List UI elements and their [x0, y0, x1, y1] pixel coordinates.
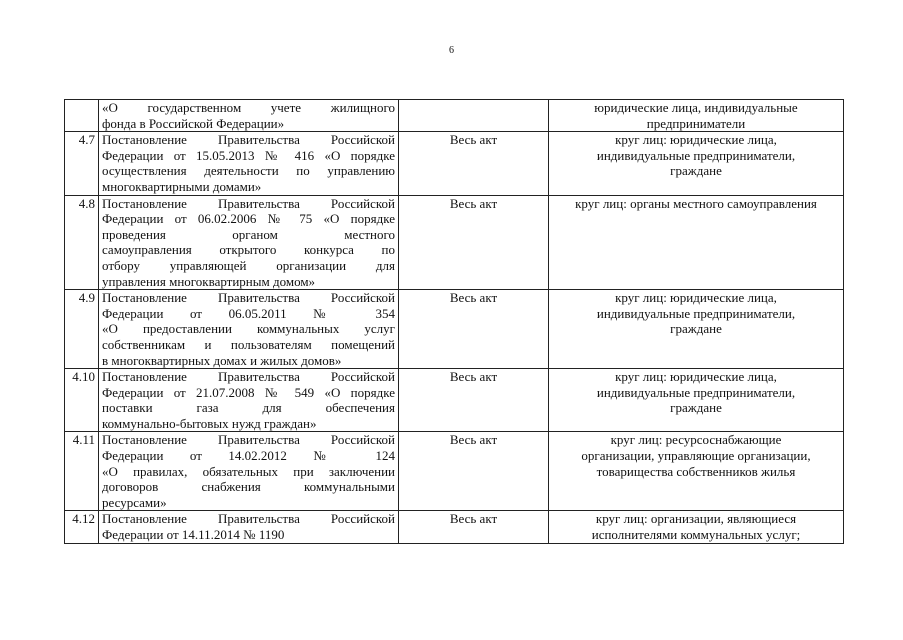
- table-row: [65, 100, 844, 132]
- act-name-line: Федерации от 21.07.2008 № 549 «О порядке: [102, 384, 395, 400]
- act-name-line: собственникам и пользователям помещений: [102, 336, 395, 352]
- affected-parties-cell: [549, 511, 844, 543]
- affected-parties-cell: [549, 100, 844, 132]
- affected-parties-line: товарищества собственников жилья: [596, 463, 796, 479]
- act-scope-cell: Весь акт: [399, 195, 549, 290]
- act-name-line: управления многоквартирным домом»: [102, 273, 316, 289]
- affected-parties-cell: [549, 195, 844, 290]
- affected-parties-line: круг лиц: органы местного самоуправления: [575, 195, 817, 211]
- act-name-line: в многоквартирных домах и жилых домов»: [102, 352, 342, 368]
- act-name-line: Постановление Правительства Российской: [102, 195, 395, 211]
- act-name-line: проведения органом местного: [102, 226, 395, 242]
- act-name-line: Постановление Правительства Российской: [102, 432, 395, 448]
- table-row: [65, 132, 844, 195]
- act-scope-cell: [399, 100, 549, 132]
- act-name-line: Федерации от 14.11.2014 № 1190: [102, 527, 285, 543]
- affected-parties-line: круг лиц: юридические лица,: [615, 132, 777, 148]
- table-row: [65, 195, 844, 290]
- act-scope-cell: Весь акт: [399, 511, 549, 543]
- row-number: 4.11: [65, 432, 99, 511]
- affected-parties-cell: [549, 132, 844, 195]
- act-name-line: ресурсами»: [102, 494, 167, 510]
- table-row: [65, 369, 844, 432]
- act-name-line: фонда в Российской Федерации»: [102, 115, 285, 131]
- affected-parties-line: организации, управляющие организации,: [581, 448, 811, 464]
- act-name-line: Постановление Правительства Российской: [102, 369, 395, 385]
- row-number: 4.12: [65, 511, 99, 543]
- act-name-cell: [99, 432, 399, 511]
- affected-parties-line: круг лиц: организации, являющиеся: [595, 511, 797, 527]
- act-name-line: коммунально-бытовых нужд граждан»: [102, 415, 317, 431]
- row-number: 4.7: [65, 132, 99, 195]
- affected-parties-line: исполнителями коммунальных услуг;: [591, 527, 801, 543]
- act-name-line: самоуправления открытого конкурса по: [102, 242, 395, 258]
- affected-parties-line: круг лиц: юридические лица,: [615, 369, 777, 385]
- act-name-line: Постановление Правительства Российской: [102, 511, 395, 527]
- act-name-line: Федерации от 14.02.2012 № 124: [102, 448, 395, 464]
- act-name-line: «О правилах, обязательных при заключении: [102, 463, 395, 479]
- act-name-line: «О государственном учете жилищного: [102, 100, 395, 115]
- act-name-line: Постановление Правительства Российской: [102, 290, 395, 306]
- page-number: 6: [449, 45, 454, 56]
- affected-parties-line: индивидуальные предприниматели,: [596, 384, 796, 400]
- act-name-line: осуществления деятельности по управлению: [102, 163, 395, 179]
- act-name-cell: [99, 100, 399, 132]
- act-name-line: Федерации от 15.05.2013 № 416 «О порядке: [102, 147, 395, 163]
- act-scope-cell: Весь акт: [399, 132, 549, 195]
- affected-parties-line: предприниматели: [646, 115, 746, 131]
- row-number: [65, 100, 99, 132]
- act-name-line: Постановление Правительства Российской: [102, 132, 395, 148]
- act-name-cell: [99, 132, 399, 195]
- table-row: [65, 511, 844, 543]
- affected-parties-cell: [549, 290, 844, 369]
- affected-parties-line: юридические лица, индивидуальные: [594, 100, 798, 115]
- act-name-line: поставки газа для обеспечения: [102, 400, 395, 416]
- act-scope-cell: Весь акт: [399, 369, 549, 432]
- affected-parties-cell: [549, 432, 844, 511]
- affected-parties-line: граждане: [670, 163, 722, 179]
- affected-parties-line: индивидуальные предприниматели,: [596, 305, 796, 321]
- act-name-line: многоквартирными домами»: [102, 178, 262, 194]
- row-number: 4.8: [65, 195, 99, 290]
- row-number: 4.10: [65, 369, 99, 432]
- table-row: [65, 432, 844, 511]
- affected-parties-line: граждане: [670, 321, 722, 337]
- act-name-line: договоров снабжения коммунальными: [102, 479, 395, 495]
- act-name-line: отбору управляющей организации для: [102, 257, 395, 273]
- affected-parties-line: круг лиц: юридические лица,: [615, 290, 777, 306]
- act-name-cell: [99, 369, 399, 432]
- regulatory-acts-table: [64, 99, 844, 544]
- table-body: [65, 100, 844, 544]
- act-name-cell: [99, 511, 399, 543]
- row-number: 4.9: [65, 290, 99, 369]
- act-name-cell: [99, 195, 399, 290]
- act-scope-cell: Весь акт: [399, 432, 549, 511]
- affected-parties-line: граждане: [670, 400, 722, 416]
- act-name-line: «О предоставлении коммунальных услуг: [102, 321, 395, 337]
- affected-parties-cell: [549, 369, 844, 432]
- act-name-cell: [99, 290, 399, 369]
- affected-parties-line: круг лиц: ресурсоснабжающие: [610, 432, 782, 448]
- affected-parties-line: индивидуальные предприниматели,: [596, 147, 796, 163]
- table-row: [65, 290, 844, 369]
- act-name-line: Федерации от 06.02.2006 № 75 «О порядке: [102, 211, 395, 227]
- act-name-line: Федерации от 06.05.2011 № 354: [102, 305, 395, 321]
- act-scope-cell: Весь акт: [399, 290, 549, 369]
